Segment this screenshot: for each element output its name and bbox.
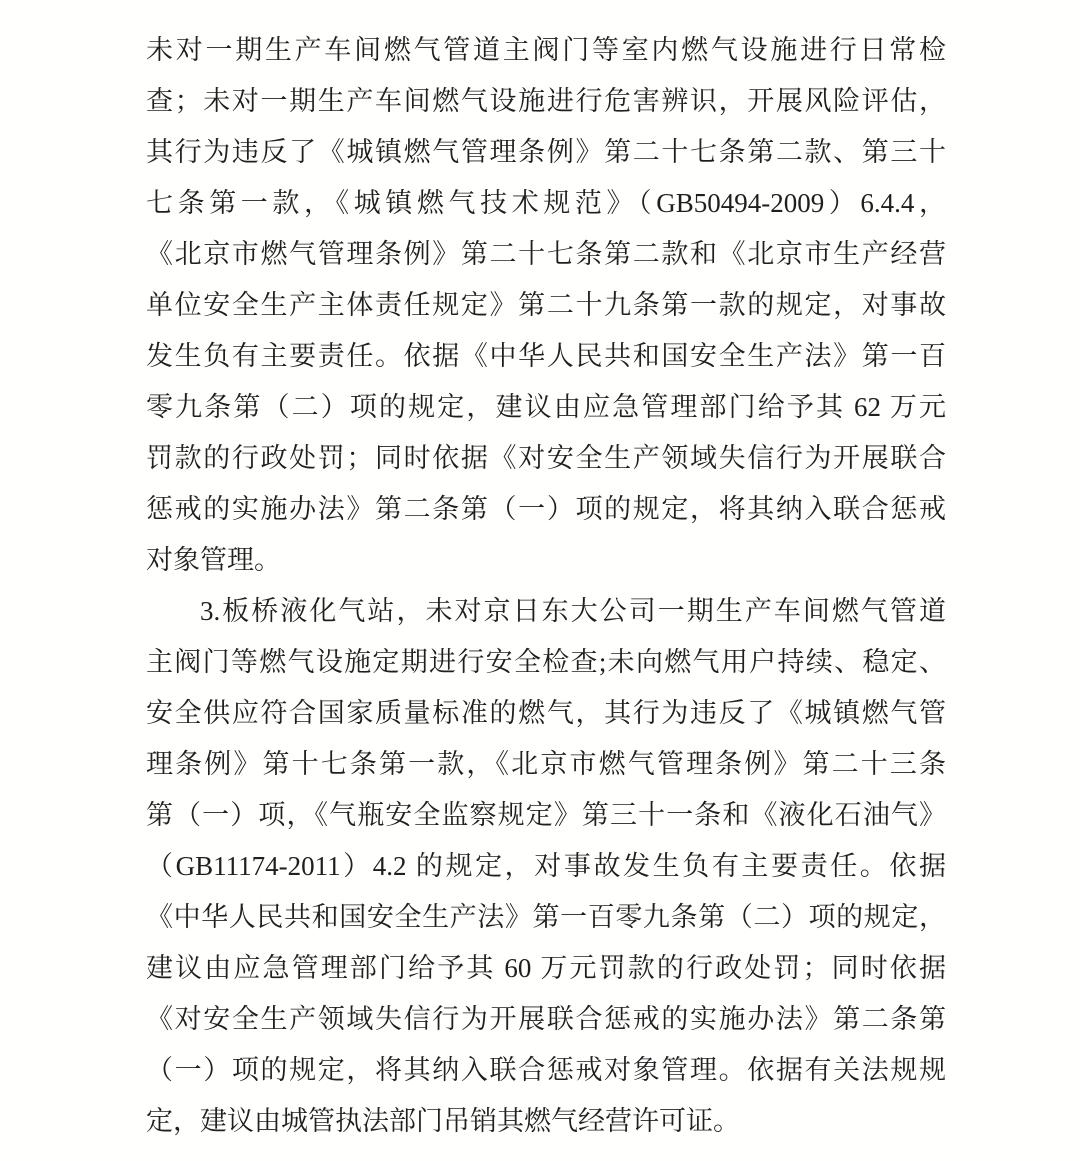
text-line: 主阀门等燃气设施定期进行安全检查;未向燃气用户持续、稳定、	[146, 647, 946, 677]
text-line: 《中华人民共和国安全生产法》第一百零九条第（二）项的规定，	[146, 902, 946, 932]
text-line-paragraph-start: 3.板桥液化气站，未对京日东大公司一期生产车间燃气管道	[200, 596, 946, 626]
text-line: 零九条第（二）项的规定，建议由应急管理部门给予其 62 万元	[146, 392, 946, 422]
text-line: 发生负有主要责任。依据《中华人民共和国安全生产法》第一百	[146, 341, 946, 371]
text-line: 第（一）项，《气瓶安全监察规定》第三十一条和《液化石油气》	[146, 800, 946, 830]
text-line: 七条第一款，《城镇燃气技术规范》（GB50494-2009）6.4.4，	[146, 188, 946, 218]
text-line: 理条例》第十七条第一款，《北京市燃气管理条例》第二十三条	[146, 749, 946, 779]
text-line: 《对安全生产领域失信行为开展联合惩戒的实施办法》第二条第	[146, 1004, 946, 1034]
text-line: 建议由应急管理部门给予其 60 万元罚款的行政处罚；同时依据	[146, 953, 946, 983]
text-line: 罚款的行政处罚；同时依据《对安全生产领域失信行为开展联合	[146, 443, 946, 473]
text-line: 安全供应符合国家质量标准的燃气，其行为违反了《城镇燃气管	[146, 698, 946, 728]
text-line: 其行为违反了《城镇燃气管理条例》第二十七条第二款、第三十	[146, 137, 946, 167]
text-line: （GB11174-2011）4.2 的规定，对事故发生负有主要责任。依据	[146, 851, 946, 881]
text-line: 单位安全生产主体责任规定》第二十九条第一款的规定，对事故	[146, 290, 946, 320]
text-line: 未对一期生产车间燃气管道主阀门等室内燃气设施进行日常检	[146, 35, 946, 65]
text-line-paragraph-end: 对象管理。	[146, 545, 281, 575]
text-line: 《北京市燃气管理条例》第二十七条第二款和《北京市生产经营	[146, 239, 946, 269]
text-line: 查；未对一期生产车间燃气设施进行危害辨识，开展风险评估，	[146, 86, 946, 116]
text-line: （一）项的规定，将其纳入联合惩戒对象管理。依据有关法规规	[146, 1055, 946, 1085]
text-line-paragraph-end: 定，建议由城管执法部门吊销其燃气经营许可证。	[146, 1106, 740, 1136]
document-body	[146, 25, 946, 1147]
text-line: 惩戒的实施办法》第二条第（一）项的规定，将其纳入联合惩戒	[146, 494, 946, 524]
